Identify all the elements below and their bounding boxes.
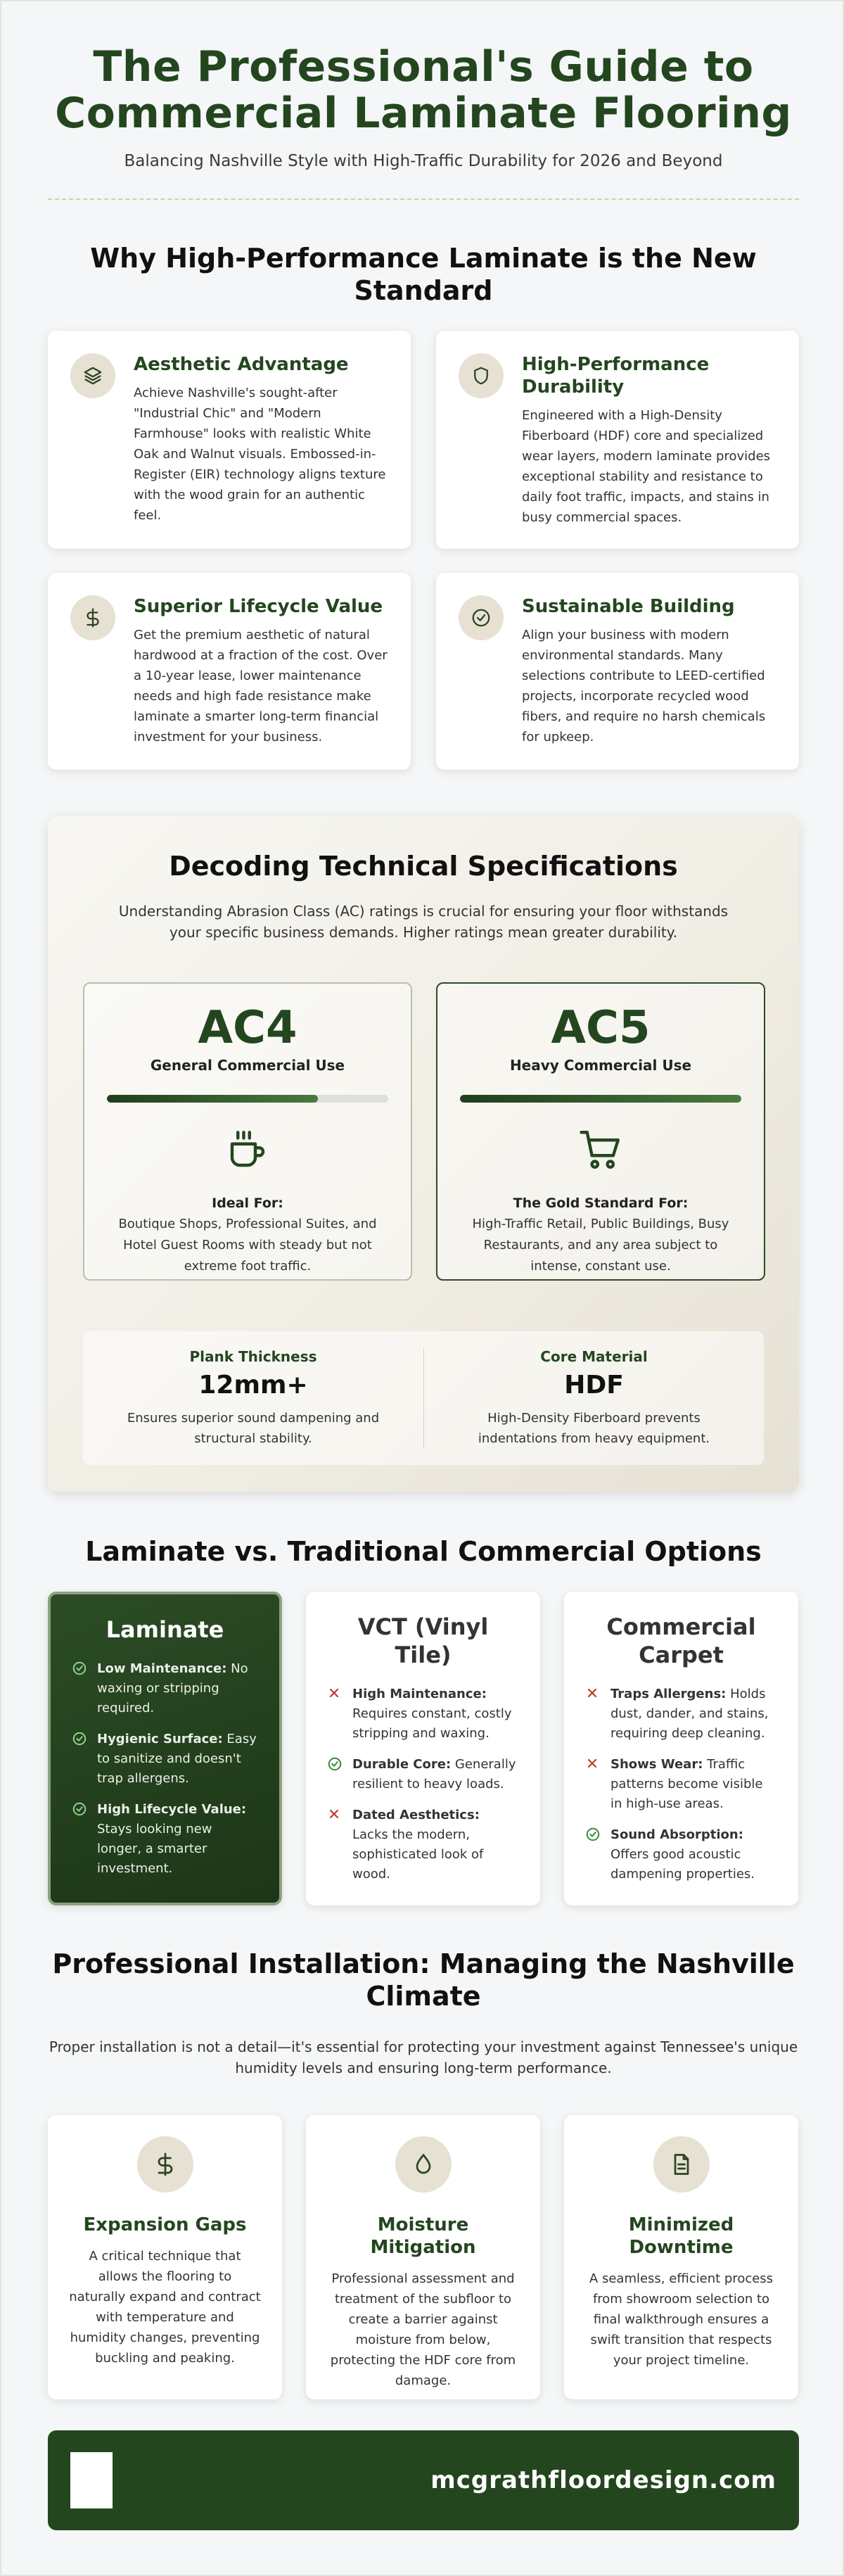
compare-item: [327, 1684, 519, 1744]
ideal-label: Ideal For:: [212, 1195, 283, 1211]
compare-item: [585, 1684, 777, 1744]
install-card: [564, 2115, 798, 2399]
cross-icon: [327, 1684, 344, 1744]
rating-bar: [460, 1095, 741, 1103]
rating-bar: [107, 1095, 388, 1103]
ac5-card: [436, 982, 765, 1281]
install-card: [48, 2115, 282, 2399]
ac-grid: [83, 982, 764, 1281]
install-card-text: A seamless, efficient process from showroom selection to final walkthrough ensures a swift transition that respects your project timeline.: [589, 2271, 774, 2368]
shield-icon: [459, 353, 504, 398]
compare-list: [327, 1684, 519, 1884]
dollar-icon: [70, 595, 115, 640]
install-section: [48, 1948, 799, 2399]
spec-note: High-Density Fiberboard prevents indentations from heavy equipment.: [478, 1411, 710, 1446]
benefit-title: Sustainable Building: [522, 596, 735, 617]
compare-item-bold: Low Maintenance:: [97, 1661, 227, 1676]
dashed-divider: [48, 198, 799, 200]
compare-item-bold: Dated Aesthetics:: [352, 1808, 480, 1822]
compare-item-bold: Shows Wear:: [610, 1757, 703, 1772]
compare-item-text: High Maintenance: Requires constant, costly stripping and waxing.: [352, 1687, 512, 1741]
benefit-card: [436, 331, 799, 549]
plank-thickness-spec: [83, 1348, 423, 1449]
compare-item-bold: High Lifecycle Value:: [97, 1802, 247, 1817]
install-card-title: Minimized Downtime: [628, 2214, 734, 2258]
compare-card-title: VCT (Vinyl Tile): [357, 1613, 489, 1668]
benefit-text: Get the premium aesthetic of natural hardwood at a fraction of the cost. Over a 10-year lease, lower maintenance needs and high fade resistance make laminate a smarter long-term financial investment for your business.: [134, 628, 388, 744]
install-card-text: Professional assessment and treatment of the subfloor to create a barrier against moisture from below, protecting the HDF core from damage.: [330, 2271, 516, 2388]
check-circle-icon: [72, 1800, 89, 1879]
hero-header: [48, 1, 799, 200]
compare-item: [72, 1659, 258, 1718]
benefit-card: [48, 573, 411, 770]
install-intro: Proper installation is not a detail—it's essential for protecting your investment against Tennessee's unique humidity levels and ensuring long-term performance.: [49, 2038, 798, 2076]
material-specs: [83, 1331, 764, 1465]
install-title: Professional Installation: Managing the Nashville Climate: [52, 1948, 795, 2012]
ac-subtitle: General Commercial Use: [150, 1057, 345, 1074]
check-circle-icon: [585, 1825, 602, 1884]
benefit-text: Align your business with modern environmental standards. Many selections contribute to LEED-certified projects, incorporate recycled wood fibers, and require no harsh chemicals for upkeep.: [522, 628, 766, 744]
compare-item-bold: Sound Absorption:: [610, 1827, 743, 1842]
install-card: [306, 2115, 540, 2399]
page-title: [48, 44, 799, 137]
ideal-text: High-Traffic Retail, Public Buildings, Busy Restaurants, and any area subject to intense, constant use.: [472, 1217, 729, 1274]
website-link[interactable]: mcgrathfloordesign.com: [430, 2466, 776, 2494]
compare-item: [585, 1825, 777, 1884]
specs-title: Decoding Technical Specifications: [169, 851, 678, 882]
compare-item: [585, 1755, 777, 1814]
install-grid: [48, 2115, 799, 2399]
specs-section: [48, 816, 799, 1492]
benefit-text: Achieve Nashville's sought-after "Industrial Chic" and "Modern Farmhouse" looks with realistic White Oak and Walnut visuals. Embossed-in-Register (EIR) technology aligns texture with the wood grain for an authentic feel.: [134, 386, 386, 523]
compare-card-title: Laminate: [106, 1616, 224, 1643]
compare-item-text: Shows Wear: Traffic patterns become visible in high-use areas.: [610, 1757, 763, 1811]
spec-note: Ensures superior sound dampening and structural stability.: [127, 1411, 380, 1446]
spec-value: 12mm+: [198, 1371, 308, 1400]
spec-label: Core Material: [540, 1348, 648, 1365]
check-circle-icon: [72, 1730, 89, 1789]
company-logo: [70, 2452, 113, 2508]
carpet-card: [564, 1592, 798, 1905]
rating-bar-fill: [460, 1095, 741, 1103]
compare-item-text: Sound Absorption: Offers good acoustic dampening properties.: [610, 1827, 755, 1882]
compare-item-bold: High Maintenance:: [352, 1687, 487, 1701]
compare-list: [585, 1684, 777, 1884]
compare-item-text: High Lifecycle Value: Stays looking new longer, a smarter investment.: [97, 1802, 247, 1876]
spec-label: Plank Thickness: [189, 1348, 317, 1365]
title-line-1: The Professional's Guide to: [93, 42, 754, 91]
check-circle-icon: [459, 595, 504, 640]
compare-item-text: Dated Aesthetics: Lacks the modern, sophisticated look of wood.: [352, 1808, 484, 1882]
layers-icon: [70, 353, 115, 398]
specs-intro: Understanding Abrasion Class (AC) ratings is crucial for ensuring your floor withstands your specific business demands. Higher ratings mean greater durability.: [118, 903, 729, 941]
check-circle-icon: [72, 1659, 89, 1718]
benefit-title: Aesthetic Advantage: [134, 354, 349, 375]
vct-card: [306, 1592, 540, 1905]
title-line-2: Commercial Laminate Flooring: [55, 89, 792, 138]
ac-code: AC4: [198, 1002, 298, 1054]
compare-section: [48, 1535, 799, 1905]
check-circle-icon: [327, 1755, 344, 1794]
spec-value: HDF: [564, 1371, 624, 1400]
install-card-title: Expansion Gaps: [83, 2214, 247, 2235]
compare-item-text: Low Maintenance: No waxing or stripping required.: [97, 1661, 248, 1715]
compare-item-bold: Hygienic Surface:: [97, 1732, 223, 1746]
benefit-card: [436, 573, 799, 770]
benefit-text: Engineered with a High-Density Fiberboard (HDF) core and specialized wear layers, modern laminate provides exceptional stability and resistance to daily foot traffic, impacts, and stains in busy commercial spaces.: [522, 408, 771, 525]
compare-item-bold: Traps Allergens:: [610, 1687, 727, 1701]
ideal-text: Boutique Shops, Professional Suites, and Hotel Guest Rooms with steady but not extreme foot traffic.: [118, 1217, 377, 1274]
compare-item-bold: Durable Core:: [352, 1757, 452, 1772]
install-card-title: Moisture Mitigation: [370, 2214, 476, 2258]
install-card-text: A critical technique that allows the flooring to naturally expand and contract with temperature and humidity changes, preventing buckling and peaking.: [69, 2249, 261, 2366]
compare-item: [327, 1755, 519, 1794]
compare-card-title: Commercial Carpet: [606, 1613, 756, 1668]
why-section: [48, 242, 799, 770]
compare-item-text: Traps Allergens: Holds dust, dander, and stains, requiring deep cleaning.: [610, 1687, 769, 1741]
laminate-card: [48, 1592, 282, 1905]
coffee-cup-icon: [107, 1127, 388, 1173]
page-subtitle: Balancing Nashville Style with High-Traffic Durability for 2026 and Beyond: [124, 152, 723, 170]
compare-item: [327, 1806, 519, 1884]
cross-icon: [585, 1755, 602, 1814]
benefit-card: [48, 331, 411, 549]
rating-bar-fill: [107, 1095, 318, 1103]
compare-item-text: Hygienic Surface: Easy to sanitize and doesn't trap allergens.: [97, 1732, 257, 1786]
droplet-icon: [395, 2136, 452, 2193]
ac4-card: [83, 982, 412, 1281]
compare-item: [72, 1730, 258, 1789]
compare-item: [72, 1800, 258, 1879]
cross-icon: [585, 1684, 602, 1744]
benefit-title: High-Performance Durability: [522, 354, 710, 398]
compare-list: [72, 1659, 258, 1879]
benefit-title: Superior Lifecycle Value: [134, 596, 383, 617]
benefit-grid: [48, 331, 799, 770]
ac-subtitle: Heavy Commercial Use: [509, 1057, 692, 1074]
compare-title: Laminate vs. Traditional Commercial Options: [85, 1536, 762, 1567]
dollar-icon: [137, 2136, 193, 2193]
why-title: Why High-Performance Laminate is the New Standard: [90, 243, 757, 306]
ideal-label: The Gold Standard For:: [513, 1195, 689, 1211]
shopping-cart-icon: [460, 1127, 741, 1173]
compare-grid: [48, 1592, 799, 1905]
core-material-spec: [423, 1348, 764, 1449]
footer-banner: [48, 2430, 799, 2530]
infographic-page: [1, 1, 844, 2576]
compare-item-text: Durable Core: Generally resilient to heavy loads.: [352, 1757, 516, 1791]
document-icon: [653, 2136, 710, 2193]
cross-icon: [327, 1806, 344, 1884]
ac-code: AC5: [551, 1002, 651, 1054]
